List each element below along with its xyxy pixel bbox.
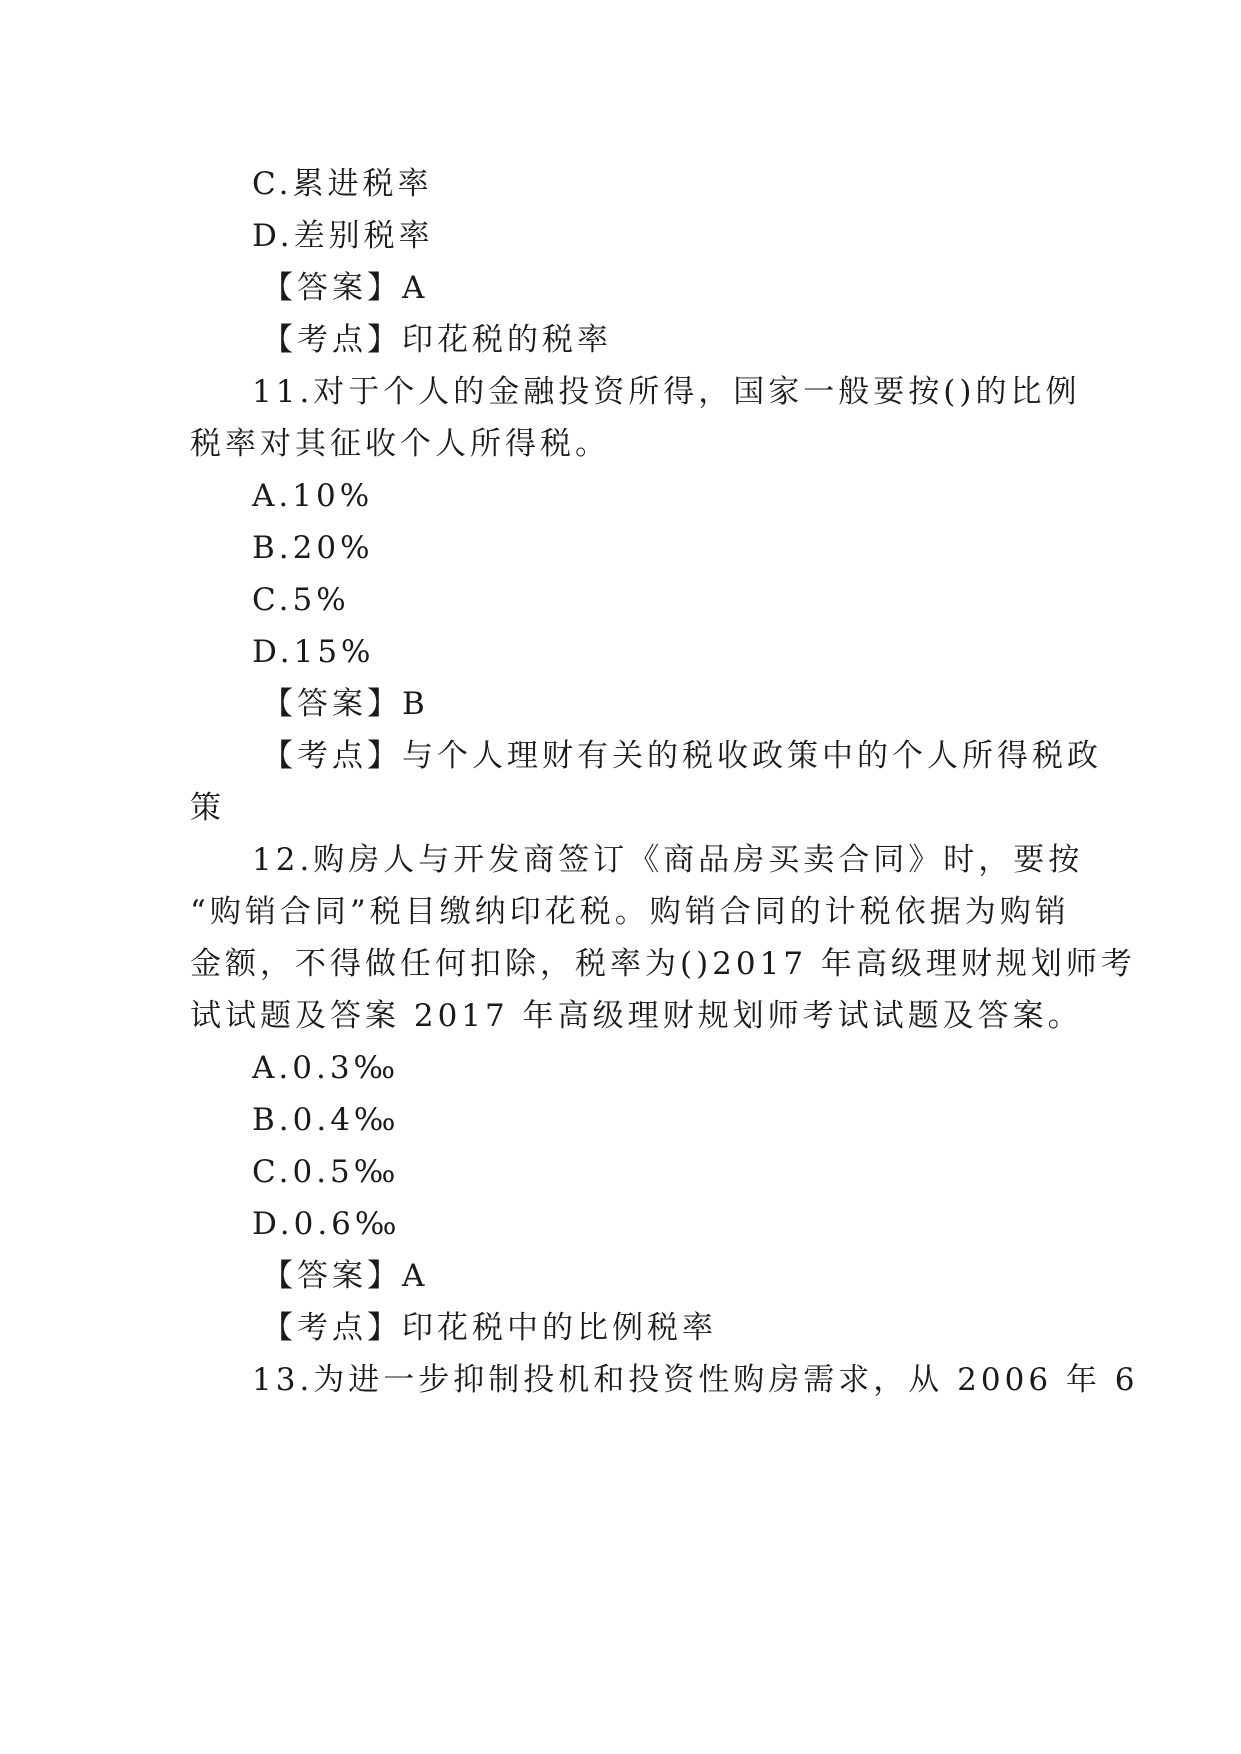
option-c-q12: C.0.5‰ [252,1154,400,1190]
topic-q10: 【考点】印花税的税率 [262,322,612,358]
topic-q11-line1: 【考点】与个人理财有关的税收政策中的个人所得税政 [262,738,1102,774]
topic-q12: 【考点】印花税中的比例税率 [262,1310,717,1346]
option-a-q12: A.0.3‰ [252,1050,400,1086]
question-12-line1: 12.购房人与开发商签订《商品房买卖合同》时，要按 [252,842,1084,878]
question-12-line4: 试试题及答案 2017 年高级理财规划师考试试题及答案。 [190,998,1083,1034]
question-12-line3: 金额，不得做任何扣除，税率为()2017 年高级理财规划师考 [190,946,1136,982]
option-d-q12: D.0.6‰ [252,1206,401,1242]
question-12-line2: “购销合同”税目缴纳印花税。购销合同的计税依据为购销 [190,894,1070,930]
question-13-line1: 13.为进一步抑制投机和投资性购房需求，从 2006 年 6 [252,1362,1139,1398]
answer-q12: 【答案】A [262,1258,429,1294]
topic-q11-line2: 策 [190,790,225,826]
option-c-q10: C.累进税率 [252,166,433,202]
option-c-q11: C.5% [252,582,350,618]
option-d-q11: D.15% [252,634,375,670]
option-b-q12: B.0.4‰ [252,1102,400,1138]
option-b-q11: B.20% [252,530,374,566]
question-11-line2: 税率对其征收个人所得税。 [190,426,610,462]
answer-q10: 【答案】A [262,270,429,306]
option-a-q11: A.10% [252,478,374,514]
answer-q11: 【答案】B [262,686,429,722]
question-11-line1: 11.对于个人的金融投资所得，国家一般要按()的比例 [252,374,1081,410]
option-d-q10: D.差别税率 [252,218,434,254]
